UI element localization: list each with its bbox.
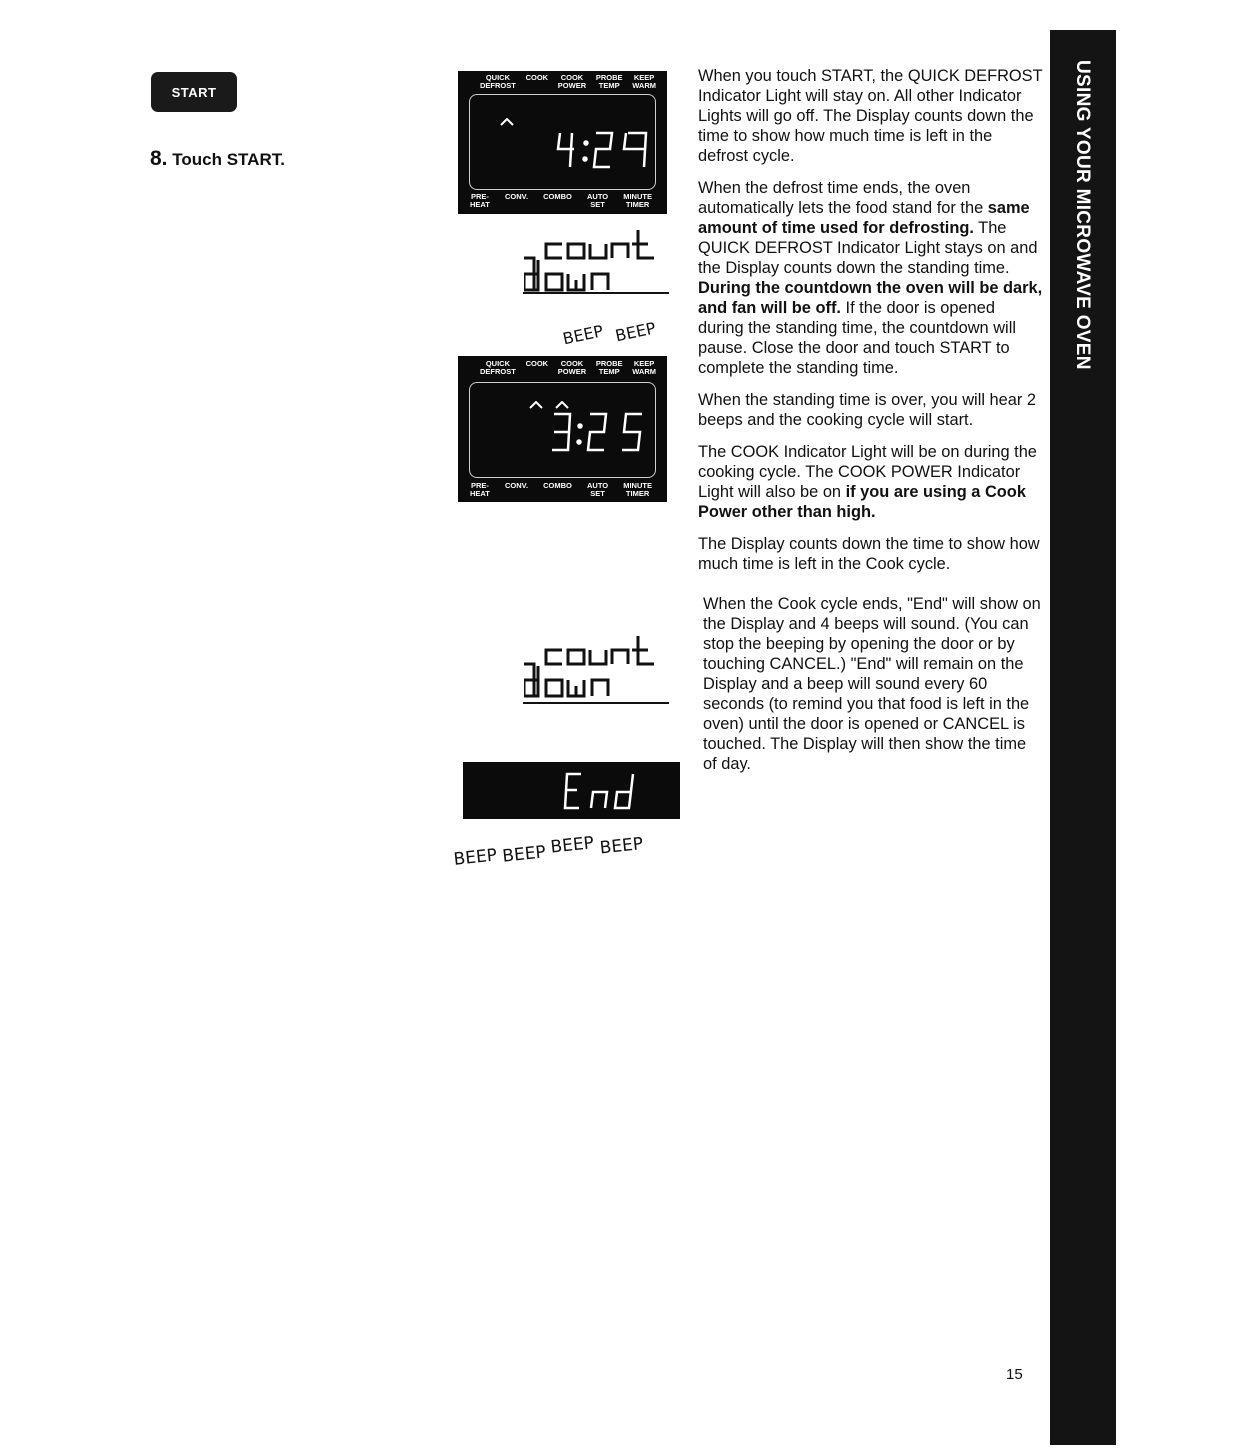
step-instruction [150, 147, 285, 171]
indicator-label: KEEP WARM [632, 359, 656, 376]
time-readout [554, 131, 649, 171]
countdown-graphic [524, 636, 674, 703]
beep-word: BEEP [452, 845, 498, 870]
paragraph: When you touch START, the QUICK DEFROST Indicator Light will stay on. All other Indicator Lights will go off. The Display counts down the time to show how much time is left in the defrost cycle. [698, 67, 1043, 165]
seven-segment-digits [550, 412, 650, 454]
indicator-label: COOK POWER [557, 359, 587, 376]
indicator-label: PROBE TEMP [595, 359, 623, 376]
display-panel-2 [458, 356, 667, 502]
indicator-label: COOK POWER [557, 73, 587, 90]
countdown-graphic [524, 230, 674, 297]
section-title: USING YOUR MICROWAVE OVEN [1072, 60, 1093, 370]
paragraph: The Display counts down the time to show how much time is left in the Cook cycle. [698, 535, 1040, 573]
start-button: START [151, 72, 237, 112]
indicator-label: KEEP WARM [632, 73, 656, 90]
paragraph: The COOK Indicator Light will be on during the cooking cycle. The COOK POWER Indicator Light will also be on if you are using a Cook Power other than high. [698, 443, 1037, 521]
beep-word: BEEP [598, 834, 645, 859]
countdown-lettering [524, 230, 674, 292]
seven-segment-digits [554, 131, 649, 171]
display-bottom-labels [470, 482, 652, 498]
end-display [463, 762, 680, 819]
end-readout [563, 772, 643, 817]
countdown-underline [523, 702, 669, 704]
indicator-label: MINUTE TIMER [623, 481, 652, 498]
countdown-lettering [524, 636, 674, 698]
display-top-labels [480, 74, 656, 90]
indicator-label: QUICK DEFROST [480, 359, 516, 376]
indicator-label: PROBE TEMP [595, 73, 623, 90]
display-top-labels [480, 360, 656, 376]
indicator-caret-icon [500, 113, 514, 131]
indicator-caret-icon [529, 396, 543, 414]
indicator-label: CONV. [504, 192, 529, 201]
paragraph: When the Cook cycle ends, "End" will show on the Display and 4 beeps will sound. (You can stop the beeping by opening the door or by touching CANCEL.) "End" will remain on the Display and a beep will sound every 60 seconds (to remind you that food is left in the oven) until the door is opened or CANCEL is touched. The Display will then show the time of day. [703, 595, 1041, 773]
seven-segment-end [563, 772, 643, 812]
step-text: Touch START. [172, 150, 285, 169]
step-number: 8. [150, 147, 168, 170]
paragraph: When the defrost time ends, the oven automatically lets the food stand for the same amount of time used for defrosting. The QUICK DEFROST Indicator Light stays on and the Display counts down the standing time. During the countdown the oven will be dark, and fan will be off. If the door is opened during the standing time, the countdown will pause. Close the door and touch START to complete the standing time. [698, 179, 1043, 377]
display-bottom-labels [470, 193, 652, 209]
indicator-label: MINUTE TIMER [623, 192, 652, 209]
page-number: 15 [1006, 1366, 1023, 1383]
countdown-underline [523, 292, 669, 294]
time-readout [550, 412, 650, 454]
indicator-label: COOK [525, 359, 549, 368]
indicator-label: COMBO [543, 192, 572, 201]
display-panel-1 [458, 71, 667, 214]
indicator-label: AUTO SET [586, 481, 609, 498]
beep-text [561, 311, 656, 349]
indicator-label: PRE- HEAT [470, 481, 490, 498]
indicator-label: CONV. [504, 481, 529, 490]
indicator-label: COMBO [543, 481, 572, 490]
beep-word: BEEP [613, 318, 658, 346]
beep-text [451, 818, 645, 870]
indicator-label: COOK [525, 73, 549, 82]
indicator-label: AUTO SET [586, 192, 609, 209]
beep-word: BEEP [501, 842, 547, 867]
indicator-label: PRE- HEAT [470, 192, 490, 209]
indicator-label: QUICK DEFROST [480, 73, 516, 90]
beep-word: BEEP [549, 833, 595, 858]
instructions-text [698, 66, 1043, 786]
beep-word: BEEP [561, 321, 605, 349]
paragraph: When the standing time is over, you will hear 2 beeps and the cooking cycle will start. [698, 391, 1037, 429]
